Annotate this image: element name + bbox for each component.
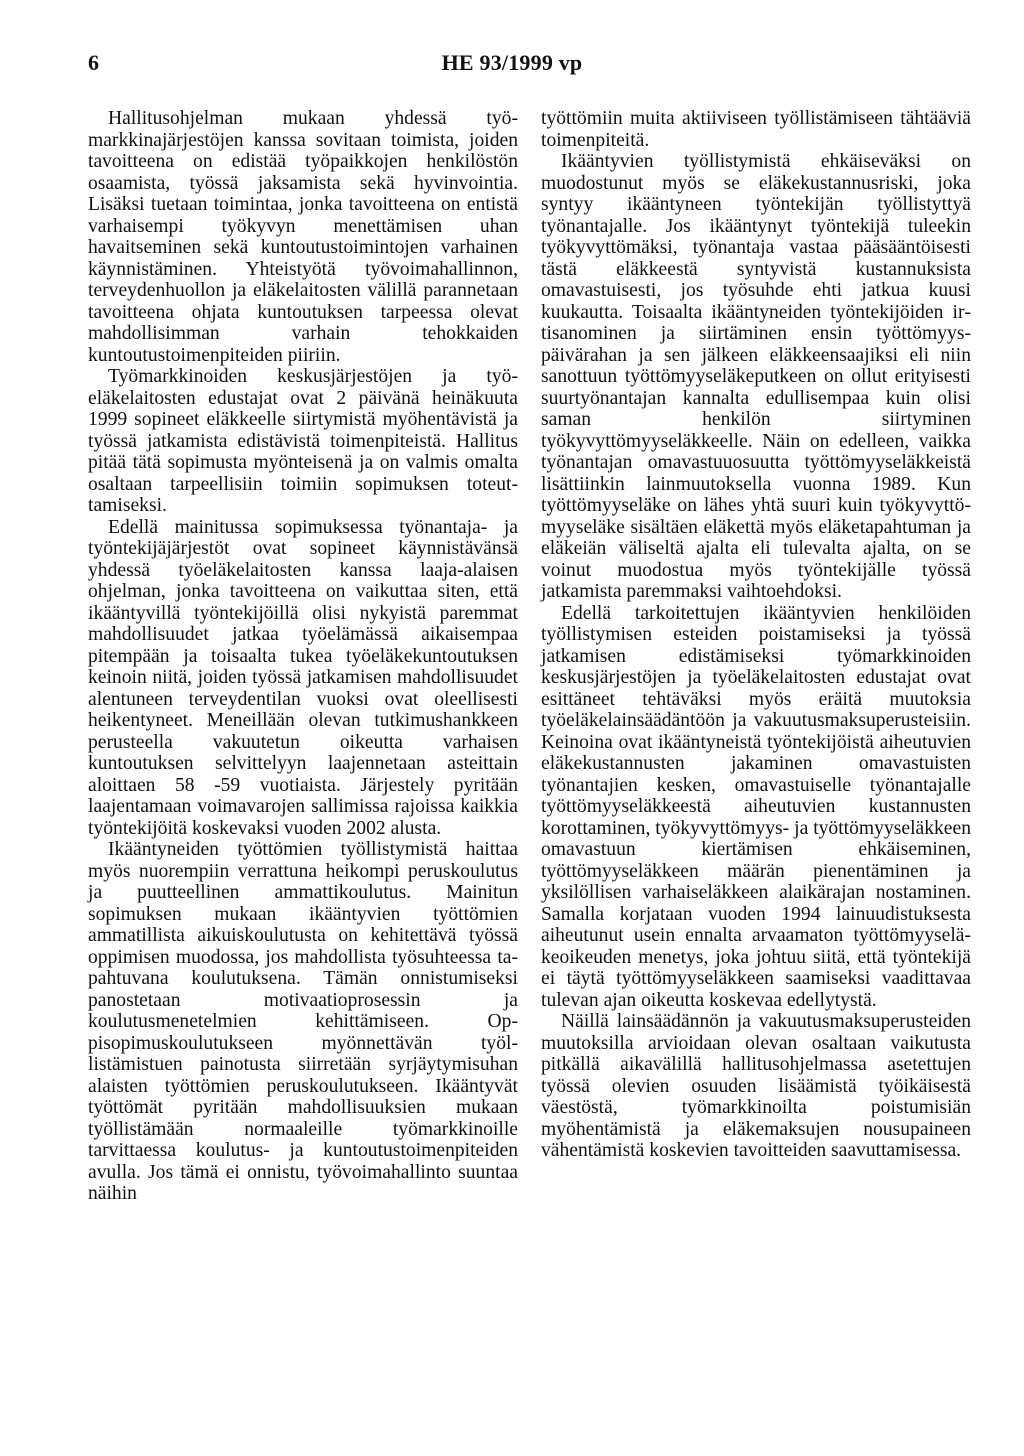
paragraph-left-4: Ikääntyneiden työttömien työllistymistä haittaa myös nuorempiin verrattuna heikompi peruskoulutus ja puutteellinen ammattikoulutus. Mainitun sopimuksen mukaan ikääntyvien työttömien ammatillista aikuiskoulutusta on kehitettävä työssä oppimisen muodossa, jos mahdollista työsuhteessa tapahtuvana koulutuksena. Tämän onnistumiseksi panostetaan motivaatioprosessin ja koulutusmenetelmien kehittämiseen. Oppisopimuskoulutukseen myönnettävän työllistämistuen painotusta siirretään syrjäytymisuhan alaisten työttömien peruskoulutukseen. Ikääntyvät työttömät pyritään mahdollisuuksien mukaan työllistämään normaaleille työmarkkinoille tarvittaessa koulutus- ja kuntoutustoimenpiteiden avulla. Jos tämä ei onnistu, työvoimahallinto suuntaa näihin xyxy=(88,839,518,1204)
document-id: HE 93/1999 vp xyxy=(441,50,583,75)
paragraph-left-2: Työmarkkinoiden keskusjärjestöjen ja työeläkelaitosten edustajat ovat 2 päivänä heinäkuuta 1999 sopineet eläkkeelle siirtymistä myöhentävistä ja työssä jatkamista edistävistä toimenpiteistä. Hallitus pitää tätä sopimusta myönteisenä ja on valmis omalta osaltaan tarpeellisiin toimiin sopimuksen toteuttamiseksi. xyxy=(88,366,518,516)
right-column xyxy=(541,108,971,1162)
page-number: 6 xyxy=(88,50,99,75)
paragraph-right-2: Ikääntyvien työllistymistä ehkäiseväksi on muodostunut myös se eläkekustannusriski, joka syntyy ikääntyneen työntekijän työllistyttyä työnantajalle. Jos ikääntynyt työntekijä tuleekin työkyvyttömäksi, työnantaja vastaa pääsääntöisesti tästä eläkkeestä syntyvistä kustannuksista omavastuisesti, jos työsuhde ehti jatkua kuusi kuukautta. Toisaalta ikääntyneiden työntekijöiden irtisanominen ja siirtäminen ensin työttömyyspäivärahan ja sen jälkeen eläkkeensaajiksi eli niin sanottuun työttömyyseläkeputkeen on ollut erityisesti suurtyönantajan kannalta edullisempaa kuin olisi saman henkilön siirtyminen työkyvyttömyyseläkkeelle. Näin on edelleen, vaikka työnantajan omavastuuosuutta työttömyyseläkkeistä lisättiinkin lainmuutoksella vuonna 1989. Kun työttömyyseläke on lähes yhtä suuri kuin työkyvyttömyyseläke sisältäen eläkettä myös eläketapahtuman ja eläkeiän väliseltä ajalta eli tulevalta ajalta, on se voinut muodostua myös työntekijälle työssä jatkamista paremmaksi vaihtoehdoksi. xyxy=(541,151,971,602)
paragraph-left-3: Edellä mainitussa sopimuksessa työnantaja- ja työntekijäjärjestöt ovat sopineet käynnistävänsä yhdessä työeläkelaitosten kanssa laaja-alaisen ohjelman, jonka tavoitteena on vaikuttaa siten, että ikääntyvillä työntekijöillä olisi nykyistä paremmat mahdollisuudet jatkaa työelämässä aikaisempaa pitempään ja toisaalta tukea työeläkekuntoutuksen keinoin niitä, joiden työssä jatkamisen mahdollisuudet alentuneen terveydentilan vuoksi ovat oleellisesti heikentyneet. Meneillään olevan tutkimushankkeen perusteella vakuutetun oikeutta varhaisen kuntoutuksen selvittelyyn laajennetaan asteittain aloittaen 58 -59 vuotiaista. Järjestely pyritään laajentamaan voimavarojen sallimissa rajoissa kaikkia työntekijöitä koskevaksi vuoden 2002 alusta. xyxy=(88,516,518,839)
paragraph-left-1: Hallitusohjelman mukaan yhdessä työmarkkinajärjestöjen kanssa sovitaan toimista, joiden tavoitteena on edistää työpaikkojen henkilöstön osaamista, työssä jaksamista sekä hyvinvointia. Lisäksi tuetaan toimintaa, jonka tavoitteena on entistä varhaisempi työkyvyn menettämisen uhan havaitseminen sekä kuntoutustoimintojen varhainen käynnistäminen. Yhteistyötä työvoimahallinnon, terveydenhuollon ja eläkelaitosten välillä parannetaan tavoitteena ohjata kuntoutuksen tarpeessa olevat mahdollisimman varhain tehokkaiden kuntoutustoimenpiteiden piiriin. xyxy=(88,108,518,366)
paragraph-right-1: työttömiin muita aktiiviseen työllistämiseen tähtääviä toimenpiteitä. xyxy=(541,108,971,151)
paragraph-right-3: Edellä tarkoitettujen ikääntyvien henkilöiden työllistymisen esteiden poistamiseksi ja työssä jatkamisen edistämiseksi työmarkkinoiden keskusjärjestöjen ja työeläkelaitosten edustajat ovat esittäneet tehtäväksi myös eräitä muutoksia työeläkelainsäädäntöön ja vakuutusmaksuperusteisiin. Keinoina ovat ikääntyneistä työntekijöistä aiheutuvien eläkekustannusten jakaminen omavastuisten työnantajien kesken, omavastuiselle työnantajalle työttömyyseläkkeestä aiheutuvien kustannusten korottaminen, työkyvyttömyys- ja työttömyyseläkkeen omavastuun kiertämisen ehkäiseminen, työttömyyseläkkeen määrän pienentäminen ja yksilöllisen varhaiseläkkeen alaikärajan nostaminen. Samalla korjataan vuoden 1994 lainuudistuksesta aiheutunut usein ennalta arvaamaton työttömyyseläkeoikeuden menetys, joka johtuu siitä, että työntekijä ei täytä työttömyyseläkkeen saamiseksi vaadittavaa tulevan ajan oikeutta koskevaa edellytystä. xyxy=(541,602,971,1011)
paragraph-right-4: Näillä lainsäädännön ja vakuutusmaksuperusteiden muutoksilla arvioidaan olevan osaltaan vaikutusta pitkällä aikavälillä hallitusohjelmassa asetettujen työssä olevien osuuden lisäämistä työikäisestä väestöstä, työmarkkinoilta poistumisiän myöhentämistä ja eläkemaksujen nousupaineen vähentämistä koskevien tavoitteiden saavuttamisessa. xyxy=(541,1011,971,1161)
left-column xyxy=(88,108,518,1205)
